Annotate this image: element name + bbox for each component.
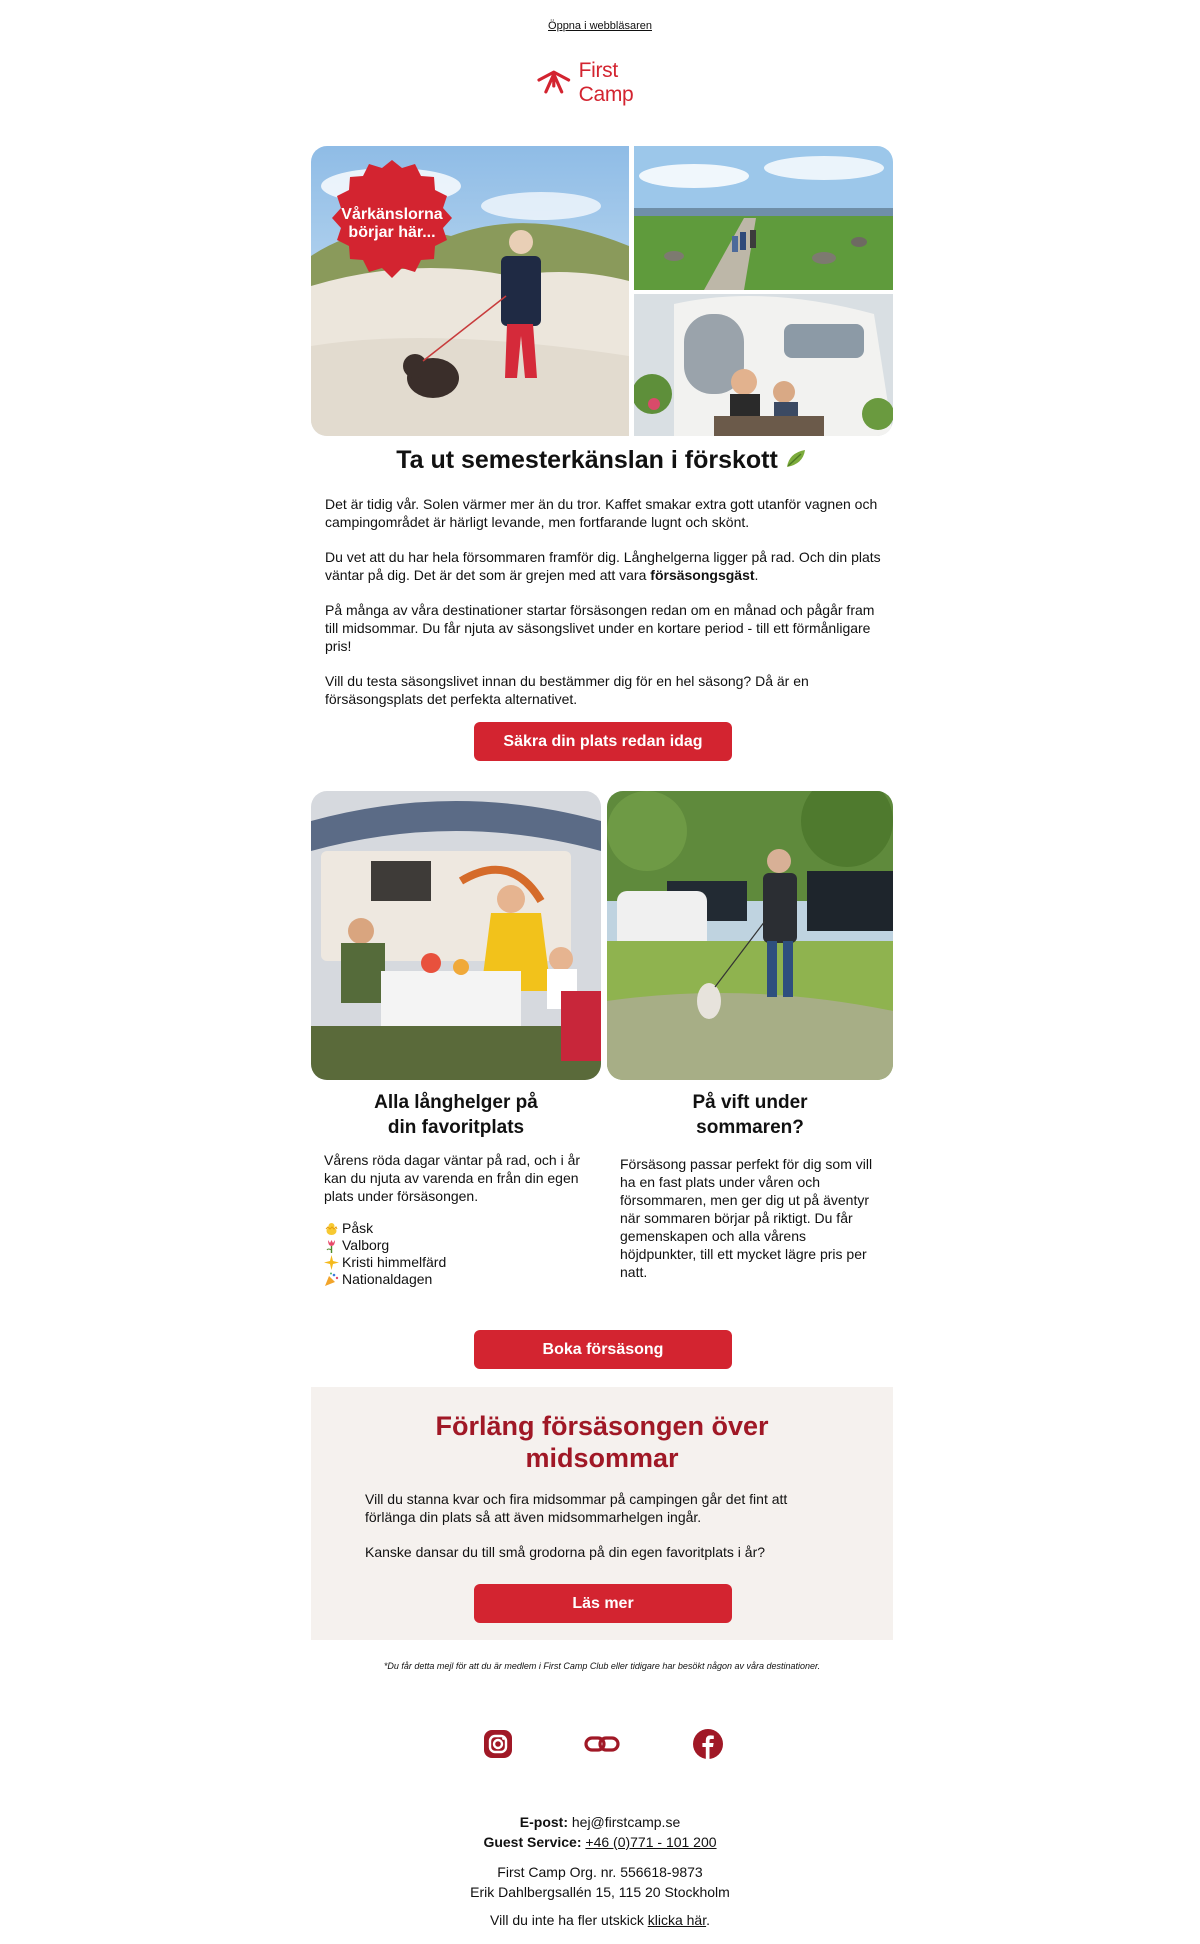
footer-address: Erik Dahlbergsallén 15, 115 20 Stockholm <box>470 1884 730 1900</box>
column-right <box>607 1090 893 1140</box>
column-left <box>311 1090 601 1140</box>
holiday-item-ascension <box>324 1254 590 1271</box>
extend-paragraph-1: Vill du stanna kvar och fira midsommar på campingen går det fint att förlänga din plats så att även midsommarhelgen ingår. <box>365 1491 788 1525</box>
hero-photo-meadow-path <box>634 146 893 290</box>
intro-paragraph-2-text: Du vet att du har hela försommaren framför dig. Långhelgerna ligger på rad. Och din plats väntar på dig. Det är det som är grejen med att vara <box>325 549 881 583</box>
intro-paragraph-4: Vill du testa säsongslivet innan du bestämmer dig för en hel säsong? Då är en försäsongsplats det perfekta alternativet. <box>325 673 809 707</box>
photo-family-table <box>311 791 601 1080</box>
holiday-item-easter <box>324 1220 590 1237</box>
photo-man-walking-dog <box>607 791 893 1080</box>
stamp-text-line1: Vårkänslorna <box>341 206 443 223</box>
facebook-icon[interactable] <box>692 1728 724 1760</box>
read-more-button[interactable]: Läs mer <box>474 1584 732 1623</box>
column-left-title-line2: din favoritplats <box>387 1117 525 1138</box>
unsubscribe-link[interactable]: klicka här <box>647 1912 707 1928</box>
extend-title-line1: Förläng försäsongen över <box>435 1411 769 1441</box>
footer-unsubscribe-text: Vill du inte ha fler utskick <box>490 1912 648 1928</box>
footer-unsubscribe-end: . <box>706 1912 710 1928</box>
link-icon[interactable] <box>584 1728 616 1760</box>
disclaimer-text: *Du får detta mejl för att du är medlem i First Camp Club eller tidigare har besökt någon av våra destinationer. <box>383 1661 821 1671</box>
holiday-item-label: Kristi himmelfärd <box>342 1254 447 1270</box>
footer-phone-label: Guest Service: <box>483 1834 582 1850</box>
holiday-list <box>324 1220 590 1288</box>
column-right-title-line1: På vift under <box>692 1092 808 1113</box>
hero-photo-caravan-breakfast <box>634 294 893 436</box>
intro-paragraph-2-bold: försäsongsgäst <box>650 567 755 583</box>
stamp-text-line2: börjar här... <box>348 224 436 241</box>
party-popper-icon <box>324 1272 339 1287</box>
instagram-icon[interactable] <box>482 1728 514 1760</box>
column-right-text: Försäsong passar perfekt för dig som vill ha en fast plats under våren och försommaren, men ger dig ut på äventyr när sommaren börjar på riktigt. Du får gemenskapen och alla vårens höjdpunkter, till ett mycket lägre pris per natt. <box>620 1156 873 1280</box>
holiday-item-national-day <box>324 1271 590 1288</box>
logo-wordmark: First Camp <box>578 59 634 106</box>
holiday-item-walpurgis <box>324 1237 590 1254</box>
first-camp-logo[interactable] <box>537 59 677 106</box>
holiday-item-label: Valborg <box>342 1237 390 1253</box>
book-preseason-button[interactable]: Boka försäsong <box>474 1330 732 1369</box>
footer-email-label: E-post: <box>519 1814 568 1830</box>
intro-paragraph-2-end: . <box>754 567 759 583</box>
footer-org-number: First Camp Org. nr. 556618-9873 <box>497 1864 703 1880</box>
leaf-icon <box>784 447 808 476</box>
extend-title-line2: midsommar <box>525 1443 679 1473</box>
tulip-icon <box>324 1238 339 1253</box>
intro-paragraph-3: På många av våra destinationer startar försäsongen redan om en månad och pågår fram till midsommar. Du får njuta av säsongslivet under en kortare period - till ett förmånligare pris! <box>325 602 875 654</box>
column-right-title-line2: sommaren? <box>696 1117 804 1138</box>
intro-title-text: Ta ut semesterkänslan i förskott <box>396 446 778 474</box>
sparkle-icon <box>324 1255 339 1270</box>
footer-email <box>0 1812 1200 1832</box>
secure-spot-button[interactable]: Säkra din plats redan idag <box>474 722 732 761</box>
footer-phone-link[interactable]: +46 (0)771 - 101 200 <box>585 1834 717 1850</box>
intro-title <box>312 446 892 476</box>
extend-title <box>311 1410 893 1474</box>
column-left-title-line1: Alla långhelger på <box>374 1092 538 1113</box>
column-left-text: Vårens röda dagar väntar på rad, och i år kan du njuta av varenda en från din egen plats under försäsongen. <box>324 1152 581 1204</box>
extend-paragraph-2: Kanske dansar du till små grodorna på din egen favoritplats i år? <box>365 1544 766 1560</box>
holiday-item-label: Påsk <box>342 1220 374 1236</box>
footer-email-value: hej@firstcamp.se <box>571 1814 681 1830</box>
intro-paragraph-2 <box>325 548 885 584</box>
tent-icon <box>537 70 571 96</box>
footer-phone <box>0 1832 1200 1852</box>
footer-unsubscribe <box>0 1910 1200 1930</box>
intro-paragraph-1: Det är tidig vår. Solen värmer mer än du tror. Kaffet smakar extra gott utanför vagnen och campingområdet är härligt levande, men fortfarande lugnt och skönt. <box>325 496 878 530</box>
holiday-item-label: Nationaldagen <box>342 1271 433 1287</box>
open-in-browser-link[interactable]: Öppna i webbläsaren <box>548 20 652 32</box>
chick-icon <box>324 1221 339 1236</box>
